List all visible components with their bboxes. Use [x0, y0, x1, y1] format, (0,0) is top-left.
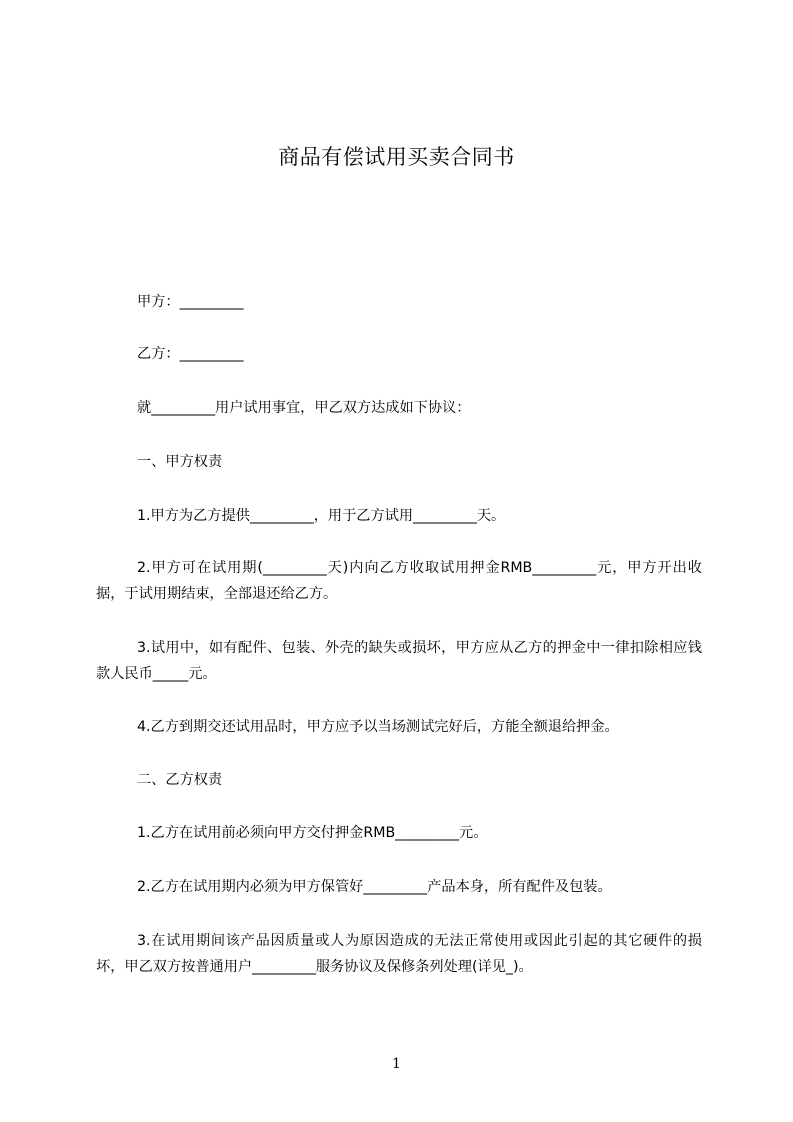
section-2-item-1: 1.乙方在试用前必须向甲方交付押金RMB_________元。 — [137, 825, 488, 841]
party-a-line: 甲方：_________ — [137, 294, 244, 310]
document-title: 商品有偿试用买卖合同书 — [278, 145, 515, 169]
intro-paragraph: 就_________用户试用事宜，甲乙双方达成如下协议： — [137, 400, 471, 416]
section-2-item-2: 2.乙方在试用期内必须为甲方保管好_________产品本身，所有配件及包装。 — [137, 879, 612, 895]
party-b-line: 乙方：_________ — [137, 346, 244, 362]
page-number: 1 — [392, 1056, 401, 1072]
section-1-item-1: 1.甲方为乙方提供_________，用于乙方试用_________天。 — [137, 508, 506, 524]
section-2-item-3: 3.在试用期间该产品因质量或人为原因造成的无法正常使用或因此引起的其它硬件的损坏，甲乙双方按普通用户_________服务协议及保修条列处理(详见_)。 — [96, 933, 702, 975]
section-2-heading: 二、乙方权责 — [137, 772, 223, 788]
section-1-item-4: 4.乙方到期交还试用品时，甲方应予以当场测试完好后，方能全额退给押金。 — [137, 719, 619, 735]
section-1-heading: 一、甲方权责 — [137, 454, 223, 470]
section-1-item-3: 3.试用中，如有配件、包装、外壳的缺失或损坏，甲方应从乙方的押金中一律扣除相应钱款人民币_____元。 — [96, 640, 702, 682]
section-1-item-2: 2.甲方可在试用期(_________天)内向乙方收取试用押金RMB_________元，甲方开出收据，于试用期结束，全部退还给乙方。 — [96, 560, 702, 602]
